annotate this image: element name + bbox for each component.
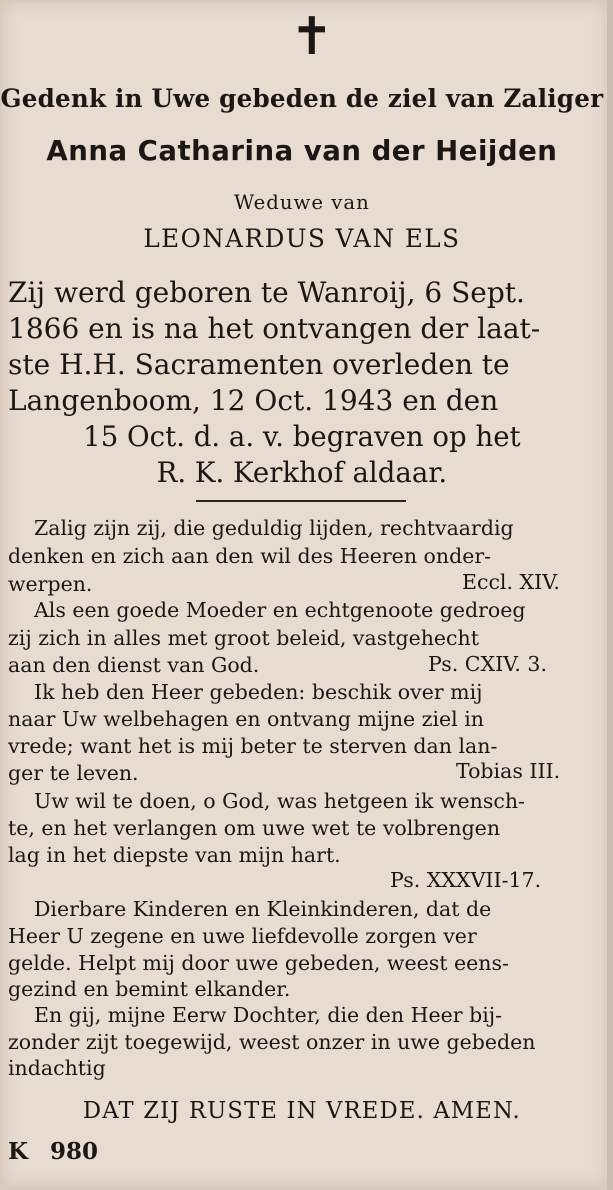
verse-reference: Ps. CXIV. 3. [428,652,547,676]
cross-icon: ✝ [290,7,334,67]
verse-reference: Tobias III. [456,759,561,783]
verse-line: denken en zich aan den wil des Heeren onder- [8,544,492,568]
verse-line: Zalig zijn zij, die geduldig lijden, rechtvaardig [34,516,514,540]
verse-line: lag in het diepste van mijn hart. [8,843,341,867]
card-edge [607,0,613,1190]
verse-line: vrede; want het is mij beter te sterven dan lan- [8,734,498,758]
print-code-number: 980 [50,1138,99,1165]
divider [196,500,406,502]
verse-line: gelde. Helpt mij door uwe gebeden, weest eens- [8,951,509,975]
bio-line: 15 Oct. d. a. v. begraven op het [83,420,521,453]
verse-line: zonder zijt toegewijd, weest onzer in uwe gebeden [8,1030,536,1054]
memorial-intro: Gedenk in Uwe gebeden de ziel van Zaliger [0,84,604,113]
verse-line: gezind en bemint elkander. [8,977,291,1001]
bio-line: ste H.H. Sacramenten overleden te [8,348,510,381]
bio-line: Zij werd geboren te Wanroij, 6 Sept. [8,276,525,309]
deceased-name: Anna Catharina van der Heijden [46,134,558,167]
bio-line: 1866 en is na het ontvangen der laat- [8,312,541,345]
verse-line: indachtig [8,1056,106,1080]
verse-reference: Ps. XXXVII-17. [390,868,542,892]
verse-line: ger te leven. [8,761,139,785]
verse-line: Dierbare Kinderen en Kleinkinderen, dat de [34,897,492,921]
verse-line: aan den dienst van God. [8,653,260,677]
verse-line: naar Uw welbehagen en ontvang mijne ziel in [8,707,484,731]
verse-line: werpen. [8,572,93,596]
verse-reference: Eccl. XIV. [462,570,560,594]
verse-line: zij zich in alles met groot beleid, vastgehecht [8,626,479,650]
verse-line: Uw wil te doen, o God, was hetgeen ik wensch- [34,789,525,813]
closing-prayer: DAT ZIJ RUSTE IN VREDE. AMEN. [82,1098,521,1124]
husband-name: LEONARDUS VAN ELS [143,224,461,253]
bio-line: R. K. Kerkhof aldaar. [156,456,448,489]
verse-line: Ik heb den Heer gebeden: beschik over mij [34,680,483,704]
verse-line: En gij, mijne Eerw Dochter, die den Heer bij- [34,1003,503,1027]
verse-line: Heer U zegene en uwe liefdevolle zorgen ver [8,924,477,948]
verse-line: te, en het verlangen om uwe wet te volbrengen [8,816,501,840]
widow-of-label: Weduwe van [233,190,370,214]
bio-line: Langenboom, 12 Oct. 1943 en den [8,384,499,417]
verse-line: Als een goede Moeder en echtgenoote gedroeg [34,598,526,622]
print-code-letter: K [8,1138,28,1165]
